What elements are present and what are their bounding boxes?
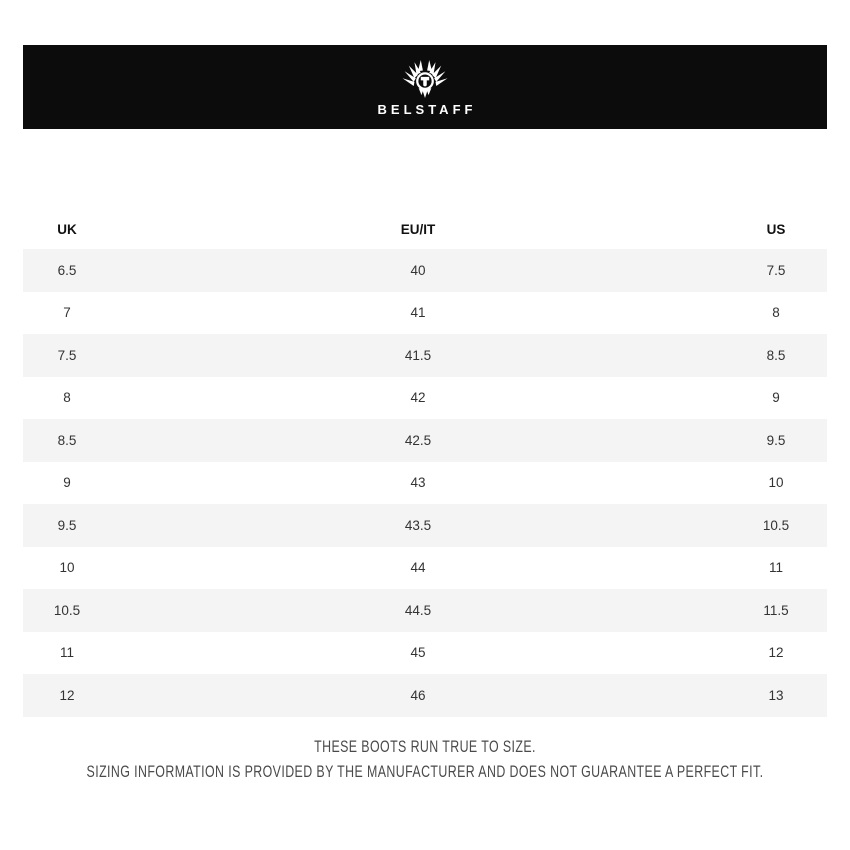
- size-cell-euit: 46: [410, 687, 426, 703]
- column-header-uk: UK: [57, 222, 77, 237]
- size-cell-us: 13: [768, 687, 784, 703]
- size-cell-euit: 43: [410, 475, 426, 491]
- brand-header: [23, 45, 827, 129]
- size-cell-euit: 42.5: [404, 432, 432, 448]
- size-cell-us: 11: [768, 560, 783, 576]
- table-row: [23, 377, 827, 420]
- size-cell-us: 8: [772, 305, 780, 321]
- footer-notes: [0, 735, 850, 785]
- size-cell-us: 9.5: [766, 432, 786, 448]
- size-cell-us: 11.5: [763, 602, 789, 618]
- table-row: [23, 547, 827, 590]
- size-cell-uk: 6.5: [57, 262, 77, 278]
- size-cell-uk: 10: [59, 560, 75, 576]
- column-header-us: US: [766, 222, 786, 237]
- size-cell-uk: 7.5: [57, 347, 77, 363]
- size-cell-euit: 44: [410, 560, 426, 576]
- sizing-disclaimer: SIZING INFORMATION IS PROVIDED BY THE MANUFACTURER AND DOES NOT GUARANTEE A PERFECT FIT.: [86, 763, 764, 782]
- size-cell-us: 10.5: [762, 517, 790, 533]
- size-cell-euit: 44.5: [404, 602, 432, 618]
- size-cell-us: 8.5: [766, 347, 786, 363]
- table-row: [23, 504, 827, 547]
- table-row: [23, 674, 827, 717]
- fit-note: THESE BOOTS RUN TRUE TO SIZE.: [314, 738, 536, 757]
- column-header-euit: EU/IT: [400, 222, 436, 237]
- size-cell-uk: 9.5: [57, 517, 77, 533]
- table-row: [23, 419, 827, 462]
- size-cell-euit: 40: [410, 262, 426, 278]
- size-cell-us: 9: [772, 390, 780, 406]
- header-row: [23, 210, 827, 249]
- table-row: [23, 249, 827, 292]
- table-row: [23, 632, 827, 675]
- size-cell-euit: 45: [410, 645, 426, 661]
- size-cell-us: 10: [768, 475, 784, 491]
- table-row: [23, 292, 827, 335]
- size-cell-uk: 8.5: [57, 432, 77, 448]
- table-row: [23, 462, 827, 505]
- size-chart-table: [23, 210, 827, 717]
- size-cell-euit: 43.5: [404, 517, 432, 533]
- size-chart: [23, 210, 827, 717]
- size-cell-uk: 10.5: [53, 602, 81, 618]
- belstaff-phoenix-icon: [402, 60, 448, 98]
- size-cell-uk: 12: [59, 687, 75, 703]
- size-cell-euit: 42: [410, 390, 426, 406]
- size-cell-us: 7.5: [766, 262, 786, 278]
- size-cell-uk: 8: [63, 390, 71, 406]
- size-cell-euit: 41.5: [404, 347, 432, 363]
- table-row: [23, 589, 827, 632]
- size-cell-uk: 7: [63, 305, 71, 321]
- size-cell-euit: 41: [410, 305, 426, 321]
- brand-name: BELSTAFF: [377, 101, 477, 117]
- size-cell-uk: 9: [63, 475, 71, 491]
- table-row: [23, 334, 827, 377]
- size-cell-uk: 11: [59, 645, 74, 661]
- size-cell-us: 12: [768, 645, 784, 661]
